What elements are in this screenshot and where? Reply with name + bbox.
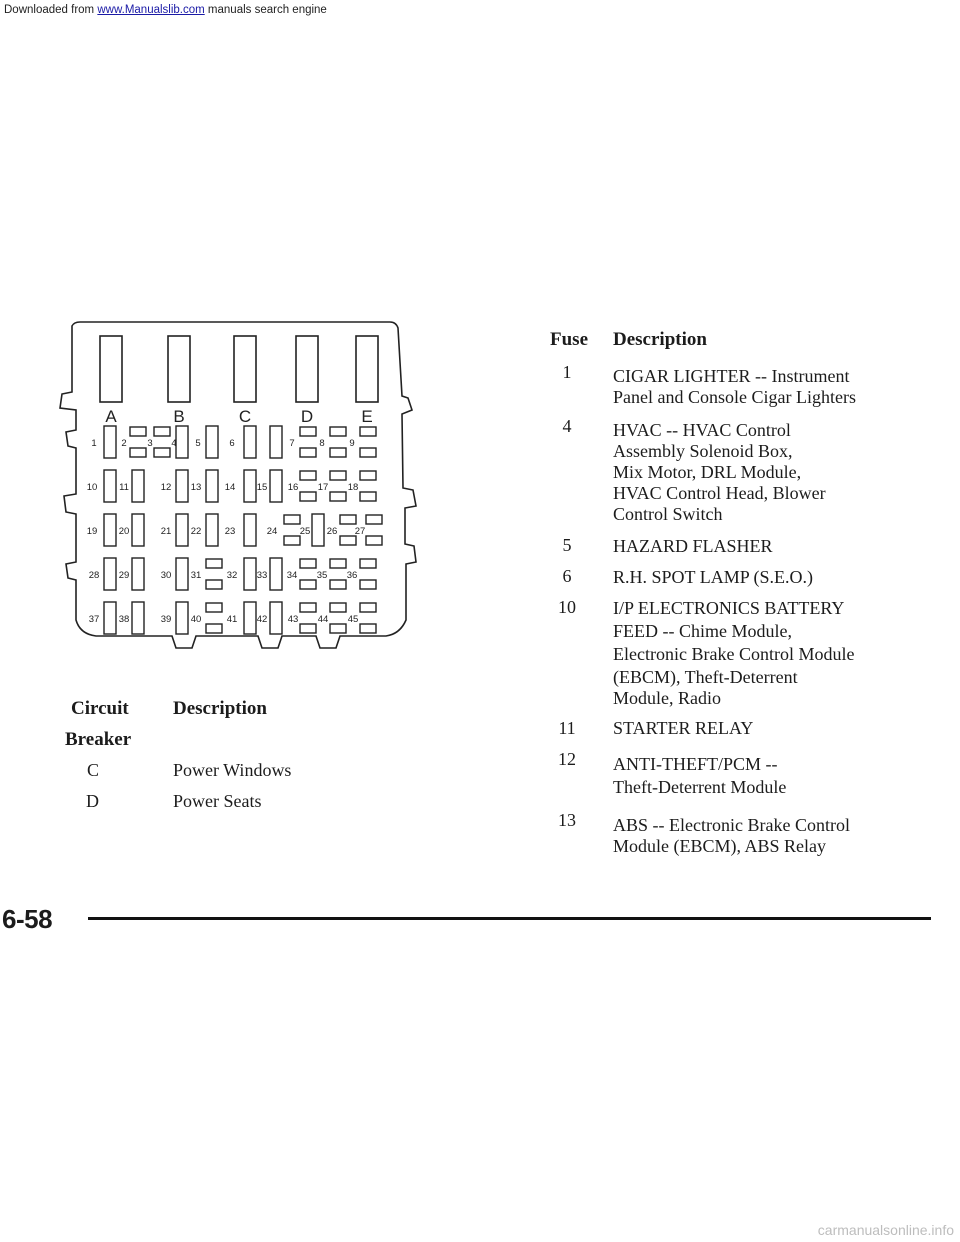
fuse-label: 26 xyxy=(326,526,338,537)
fuse-label: 2 xyxy=(121,438,127,449)
fuse-label: 9 xyxy=(349,438,355,449)
fuse-label: 11 xyxy=(119,482,129,493)
circuit-breaker-description: Power Windows xyxy=(173,760,292,780)
fuse-label: 5 xyxy=(195,438,201,449)
fuse-description-line: STARTER RELAY xyxy=(613,718,754,738)
circuit-breaker-description: Power Seats xyxy=(173,791,262,811)
fuse-row-2 xyxy=(104,470,376,502)
fuse-description-line: HAZARD FLASHER xyxy=(613,536,773,556)
fuse-label: 36 xyxy=(346,570,358,581)
fuse-description xyxy=(613,567,933,588)
fuse-label: 20 xyxy=(118,526,130,537)
fuse-label: 19 xyxy=(86,526,98,537)
download-banner xyxy=(4,4,327,16)
manualslib-link[interactable]: www.Manualslib.com xyxy=(97,4,205,16)
fuse-description-line: ANTI-THEFT/PCM -- xyxy=(613,754,778,774)
fuse-description-line: Module, Radio xyxy=(613,688,721,708)
fuse-id: 4 xyxy=(562,416,572,436)
fuse-id: 1 xyxy=(562,362,572,382)
fuse-row-4 xyxy=(104,558,376,590)
fuse-label: 15 xyxy=(256,482,268,493)
fuse-description xyxy=(613,420,933,525)
download-prefix: Downloaded from xyxy=(4,4,95,16)
fuse-description-line: FEED -- Chime Module, xyxy=(613,621,792,641)
fuse-label: 37 xyxy=(88,614,100,625)
fuse-label: 35 xyxy=(316,570,328,581)
fuse-description-header: Description xyxy=(613,329,707,350)
circuit-breaker-description-header: Description xyxy=(173,698,267,719)
fuse-description-line: HVAC -- HVAC Control xyxy=(613,420,791,440)
fuse-description-line: Mix Motor, DRL Module, xyxy=(613,462,802,482)
relay-e xyxy=(356,336,378,402)
relay-letter: E xyxy=(361,407,373,426)
fuse-row-3 xyxy=(104,514,382,546)
fuse-label: 40 xyxy=(190,614,202,625)
fuse-label: 27 xyxy=(354,526,366,537)
fuse-id: 13 xyxy=(558,810,576,830)
relay-d xyxy=(296,336,318,402)
fuse-label: 25 xyxy=(299,526,311,537)
fuse-label: 13 xyxy=(190,482,202,493)
circuit-breaker-header-line2: Breaker xyxy=(65,729,132,750)
fuse-label: 41 xyxy=(226,614,238,625)
relay-letters xyxy=(105,407,372,426)
relay-letter: A xyxy=(105,407,117,426)
fuse-description xyxy=(613,366,933,408)
relay-sockets xyxy=(100,336,378,402)
page-number: 6-58 xyxy=(2,904,53,934)
fuse-id: 5 xyxy=(562,535,572,555)
fuse-label: 39 xyxy=(160,614,172,625)
fuse-description-line: R.H. SPOT LAMP (S.E.O.) xyxy=(613,567,814,587)
fuse-label: 43 xyxy=(287,614,299,625)
circuit-breaker-header-line1: Circuit xyxy=(71,698,129,719)
fuse-label: 29 xyxy=(118,570,130,581)
fuse-label: 14 xyxy=(224,482,236,493)
fuse-label: 21 xyxy=(160,526,172,537)
fuse-description xyxy=(613,815,933,857)
fuse-description-line: (EBCM), Theft-Deterrent xyxy=(613,667,798,687)
fuse-id: 10 xyxy=(558,597,576,617)
fuse-description-line: Module (EBCM), ABS Relay xyxy=(613,836,827,856)
fuse-label: 28 xyxy=(88,570,100,581)
fuse-description-line: Panel and Console Cigar Lighters xyxy=(613,387,856,407)
fuse-description xyxy=(613,536,933,557)
fuse-label: 38 xyxy=(118,614,130,625)
fuse-id: 11 xyxy=(558,718,576,738)
fuse-label: 12 xyxy=(160,482,172,493)
fuse-label: 31 xyxy=(190,570,202,581)
fuse-grid xyxy=(104,426,382,634)
download-suffix: manuals search engine xyxy=(207,4,327,16)
fuse-label: 6 xyxy=(229,438,235,449)
footer-rule xyxy=(88,917,931,920)
relay-c xyxy=(234,336,256,402)
relay-letter: D xyxy=(300,407,314,426)
fuse-label: 10 xyxy=(86,482,98,493)
fuse-description-line: Assembly Solenoid Box, xyxy=(613,441,793,461)
relay-letter: C xyxy=(238,407,252,426)
fuse-id: 6 xyxy=(562,566,572,586)
relay-letter: B xyxy=(173,407,185,426)
relay-a xyxy=(100,336,122,402)
fuse-description-line: Control Switch xyxy=(613,504,723,524)
fuse-description-line: Theft-Deterrent Module xyxy=(613,777,787,797)
fuse-label: 22 xyxy=(190,526,202,537)
fuse-label: 4 xyxy=(171,438,177,449)
fuse-label: 32 xyxy=(226,570,238,581)
fuse-header: Fuse xyxy=(550,329,588,350)
circuit-breaker-id: C xyxy=(87,760,100,780)
circuit-breaker-id: D xyxy=(86,791,99,811)
fuse-description xyxy=(613,718,933,739)
fuse-label: 34 xyxy=(286,570,298,581)
fuse-label: 23 xyxy=(224,526,236,537)
fuse-description-line: Electronic Brake Control Module xyxy=(613,644,855,664)
fuse-label: 8 xyxy=(319,438,325,449)
fuse-label: 42 xyxy=(256,614,268,625)
fuse-description-line: I/P ELECTRONICS BATTERY xyxy=(613,598,845,618)
fuse-description xyxy=(613,598,933,709)
fuse-label: 24 xyxy=(266,526,278,537)
fuse-label: 30 xyxy=(160,570,172,581)
fuse-label: 33 xyxy=(256,570,268,581)
fuse-label: 1 xyxy=(91,438,97,449)
watermark: carmanualsonline.info xyxy=(817,1222,954,1238)
relay-b xyxy=(168,336,190,402)
fuse-description xyxy=(613,754,933,798)
fuse-label: 18 xyxy=(347,482,359,493)
fuse-label: 3 xyxy=(147,438,153,449)
fuse-label: 44 xyxy=(317,614,329,625)
fuse-description-line: HVAC Control Head, Blower xyxy=(613,483,826,503)
fuse-description-line: CIGAR LIGHTER -- Instrument xyxy=(613,366,850,386)
fuse-row-5 xyxy=(104,602,376,634)
fuse-label: 45 xyxy=(347,614,359,625)
fuse-block-diagram xyxy=(50,318,418,663)
fuse-label: 16 xyxy=(287,482,299,493)
fuse-label: 7 xyxy=(289,438,295,449)
fuse-id: 12 xyxy=(558,749,576,769)
fuse-label: 17 xyxy=(317,482,329,493)
fuse-description-line: ABS -- Electronic Brake Control xyxy=(613,815,850,835)
fuse-row-1 xyxy=(104,426,376,458)
